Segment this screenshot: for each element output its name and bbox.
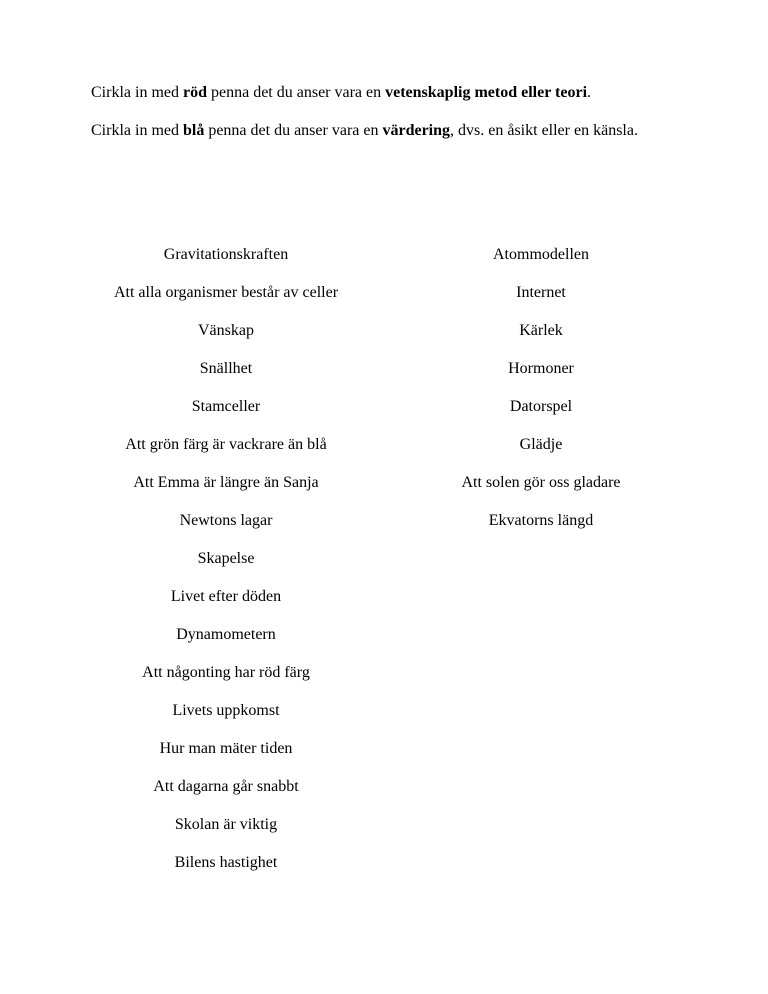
list-item: Att grön färg är vackrare än blå — [125, 436, 327, 453]
instruction-blue-text-1: Cirkla in med — [91, 122, 183, 139]
list-item: Livets uppkomst — [172, 702, 280, 719]
list-item: Att solen gör oss gladare — [461, 474, 621, 491]
left-item-list — [76, 245, 376, 891]
list-item: Skolan är viktig — [174, 816, 278, 833]
list-item: Internet — [516, 284, 566, 301]
list-item: Att Emma är längre än Sanja — [133, 474, 319, 491]
list-item: Skapelse — [197, 550, 255, 567]
instruction-red-text-3: . — [587, 84, 592, 101]
instruction-red-text-2: penna det du anser vara en — [206, 84, 386, 101]
list-item: Att alla organismer består av celler — [113, 284, 339, 301]
instruction-blue-text-3: , dvs. en åsikt eller en känsla. — [450, 122, 638, 139]
instruction-red — [91, 83, 681, 103]
list-item: Stamceller — [191, 398, 261, 415]
instruction-blue-color-word: blå — [182, 122, 205, 139]
list-item: Att dagarna går snabbt — [153, 778, 299, 795]
instruction-blue-text-2: penna det du anser vara en — [204, 122, 383, 139]
list-item: Hur man mäter tiden — [159, 740, 293, 757]
list-item: Kärlek — [519, 322, 563, 339]
instruction-red-color-word: röd — [182, 84, 207, 101]
right-item-list — [391, 245, 691, 549]
instruction-blue — [91, 121, 681, 141]
list-item: Glädje — [519, 436, 563, 453]
list-item: Dynamometern — [176, 626, 276, 643]
instruction-blue-category: värdering — [382, 122, 451, 139]
list-item: Datorspel — [509, 398, 573, 415]
list-item: Gravitationskraften — [163, 246, 289, 263]
list-item: Newtons lagar — [179, 512, 273, 529]
instruction-red-category: vetenskaplig metod eller teori — [385, 84, 588, 101]
list-item: Hormoner — [508, 360, 574, 377]
list-item: Bilens hastighet — [174, 854, 278, 871]
list-item: Livet efter döden — [170, 588, 282, 605]
list-item: Vänskap — [198, 322, 254, 339]
list-item: Att någonting har röd färg — [142, 664, 310, 681]
instruction-red-text-1: Cirkla in med — [91, 84, 183, 101]
list-item: Atommodellen — [493, 246, 589, 263]
list-item: Snällhet — [199, 360, 253, 377]
list-item: Ekvatorns längd — [488, 512, 594, 529]
